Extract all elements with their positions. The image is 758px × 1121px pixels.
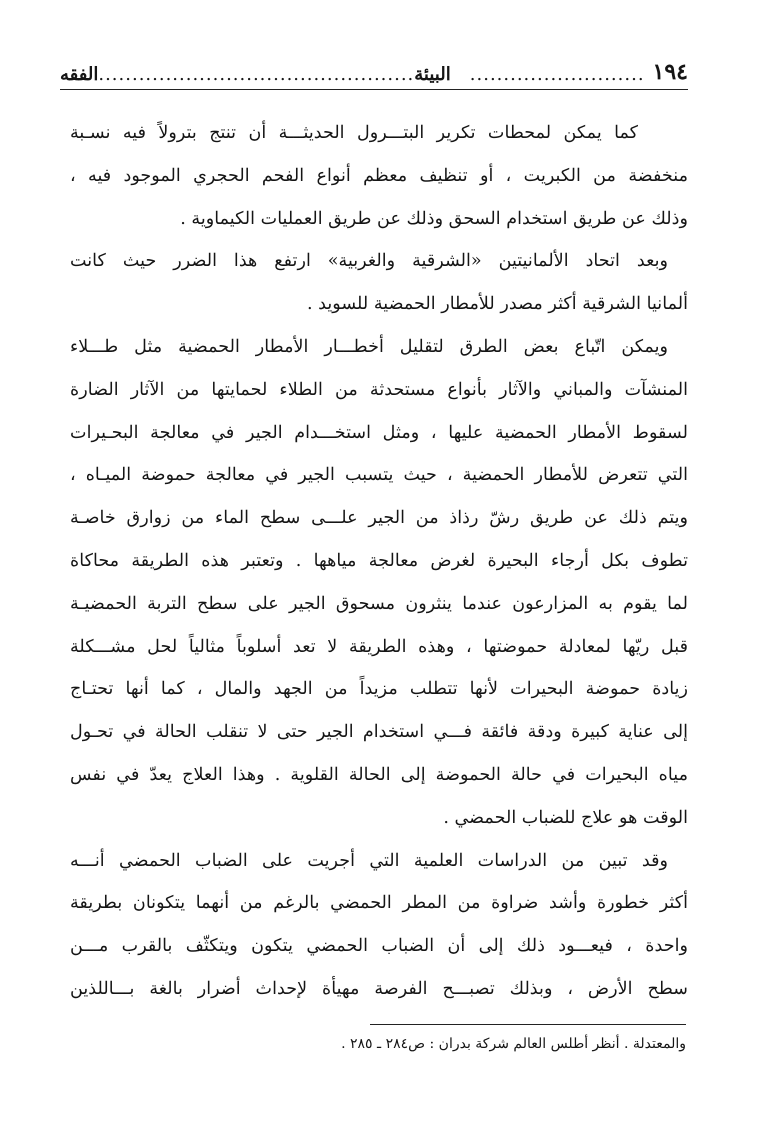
footnote-separator [370,1024,686,1025]
text-line: واحدة ، فيعـــود ذلك إلى أن الضباب الحمضي يتكون ويتكثّف بالقرب مـــن [70,936,688,957]
text-line: قبل ريّها لمعادلة حموضتها ، وهذه الطريقة لا تعد أسلوباً مثالياً لحل مشـــكلة [70,636,688,657]
text-line: لما يقوم به المزارعون عندما ينثرون مسحوق الجير على سطح التربة الحمضيـة [70,593,688,614]
text-line: ألمانيا الشرقية أكثر مصدر للأمطار الحمضية للسويد . [306,294,688,315]
text-line: الوقت هو علاج للضباب الحمضي . [443,807,688,828]
text-line: تطوف بكل أرجاء البحيرة لغرض معالجة مياهها . وتعتبر هذه الطريقة محاكاة [70,550,688,571]
text-line: ويمكن اتّباع بعض الطرق لتقليل أخطـــار الأمطار الحمضية مثل طـــلاء [70,336,668,357]
header-left-title: البيئة [414,64,451,85]
text-line: كما يمكن لمحطات تكرير البتـــرول الحديثـــة أن تنتج بترولاً فيه نسـبة [70,123,638,143]
text-line: التي تتعرض للأمطار الحمضية ، حيث يتسبب الجير في معالجة حموضة الميـاه ، [70,465,688,486]
text-line: لسقوط الأمطار الحمضية عليها ، ومثل استخـــدام الجير في معالجة البحـيرات [70,422,688,443]
text-line: ويتم ذلك عن طريق رشّ رذاذ من الجير علـــى سطح الماء من زوارق خاصـة [70,508,688,529]
text-line: منخفضة من الكبريت ، أو تنظيف معظم أنواع الفحم الحجري الموجود فيه ، [70,165,688,186]
text-line: المنشآت والمباني والآثار بأنواع مستحدثة من الطلاء لحمايتها من الآثار الضارة [70,379,688,400]
text-line: وذلك عن طريق استخدام السحق وذلك عن طريق العمليات الكيماوية . [180,208,688,229]
header-leader-dots: .......................... [469,64,645,85]
text-line: وقد تبين من الدراسات العلمية التي أجريت على الضباب الحمضي أنـــه [70,850,668,871]
header-leader-dots-2: ............................................... [98,64,415,85]
text-line: إلى عناية كبيرة ودقة فائقة فـــي استخدام الجير حتى لا تنقلب الحالة في تحـول [70,722,688,743]
header-right-title: الفقه [60,64,99,85]
text-line: مياه البحيرات في حالة الحموضة إلى الحالة القلوية . وهذا العلاج يعدّ في نفس [70,764,688,785]
body-text [70,112,688,1011]
text-line: سطح الأرض ، وبذلك تصبـــح الفرصة مهيأة لإحداث أضرار بالغة بـــاللذين [70,978,688,999]
text-line: وبعد اتحاد الألمانيتين «الشرقية والغربية» ارتفع هذا الضرر حيث كانت [70,251,668,272]
text-line: أكثر خطورة وأشد ضراوة من المطر الحمضي بالرغم من أنهما يتكونان بطريقة [70,893,688,914]
footnote: والمعتدلة . أنظر أطلس العالم شركة بدران : ص٢٨٤ ـ ٢٨٥ . [341,1036,686,1052]
text-line: زيادة حموضة البحيرات لأنها تتطلب مزيداً من الجهد والمال ، كما أنها تحتـاج [70,679,688,700]
page-number: ١٩٤ [652,59,688,85]
running-header [60,50,688,90]
